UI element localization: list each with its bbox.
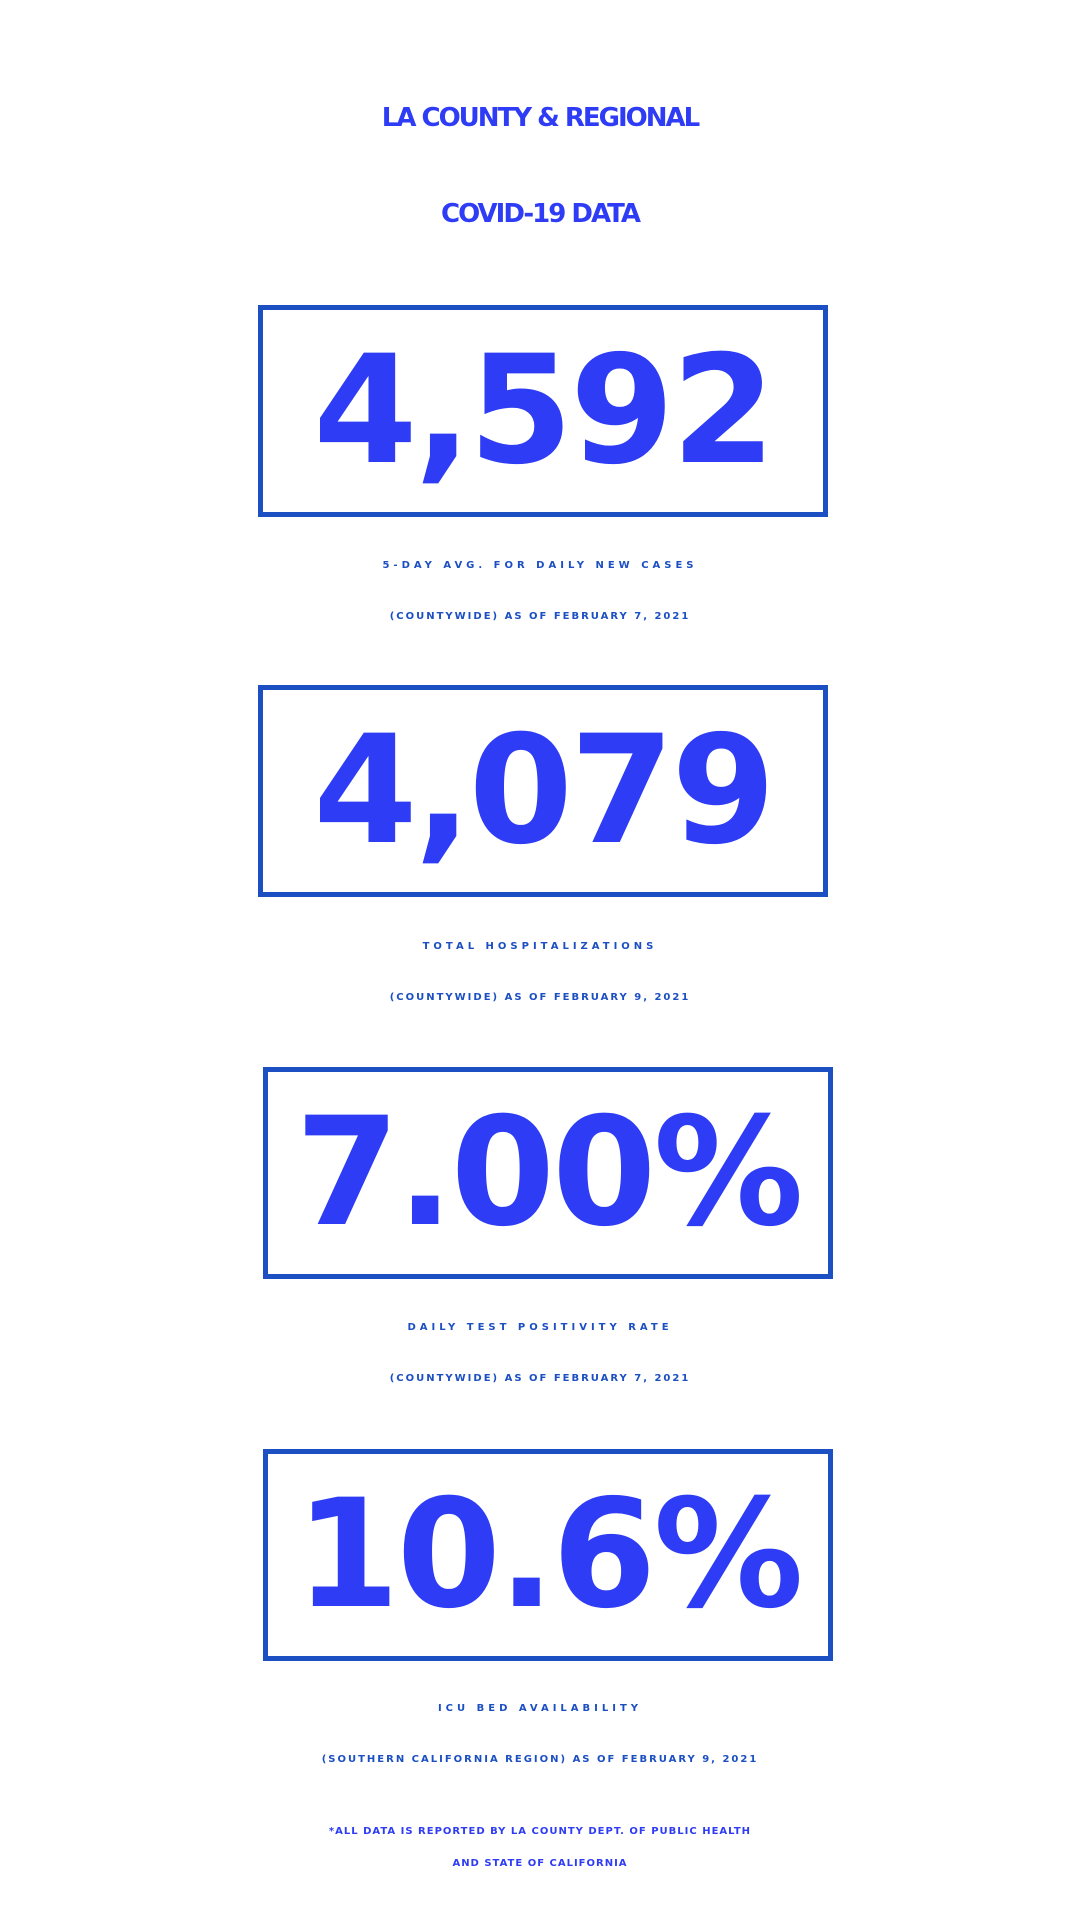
stat-value-icu-availability: 10.6% (295, 1468, 801, 1642)
stat-value-hospitalizations: 4,079 (313, 704, 773, 878)
stat-box-hospitalizations (258, 685, 828, 897)
stat-label-new-cases: 5-DAY AVG. FOR DAILY NEW CASES (382, 560, 698, 571)
stat-label-positivity-rate: DAILY TEST POSITIVITY RATE (407, 1322, 673, 1333)
stat-value-new-cases: 4,592 (313, 324, 773, 498)
stat-sublabel-new-cases: (COUNTYWIDE) AS OF FEBRUARY 7, 2021 (389, 611, 691, 622)
stat-label-icu-availability: ICU BED AVAILABILITY (437, 1703, 643, 1714)
stat-box-icu-availability (263, 1449, 833, 1661)
page-title-line-2: COVID-19 DATA (441, 199, 639, 229)
stat-value-positivity-rate: 7.00% (295, 1086, 801, 1260)
stat-sublabel-positivity-rate: (COUNTYWIDE) AS OF FEBRUARY 7, 2021 (389, 1373, 691, 1384)
page-title-line-1: LA COUNTY & REGIONAL (381, 103, 699, 133)
footnote-line-1: *ALL DATA IS REPORTED BY LA COUNTY DEPT. OF PUBLIC HEALTH (328, 1826, 752, 1837)
footnote-line-2: AND STATE OF CALIFORNIA (452, 1858, 628, 1869)
stat-sublabel-icu-availability: (SOUTHERN CALIFORNIA REGION) AS OF FEBRUARY 9, 2021 (321, 1754, 759, 1765)
stat-box-positivity-rate (263, 1067, 833, 1279)
stat-label-hospitalizations: TOTAL HOSPITALIZATIONS (422, 941, 658, 952)
stat-sublabel-hospitalizations: (COUNTYWIDE) AS OF FEBRUARY 9, 2021 (389, 992, 691, 1003)
stat-box-new-cases (258, 305, 828, 517)
